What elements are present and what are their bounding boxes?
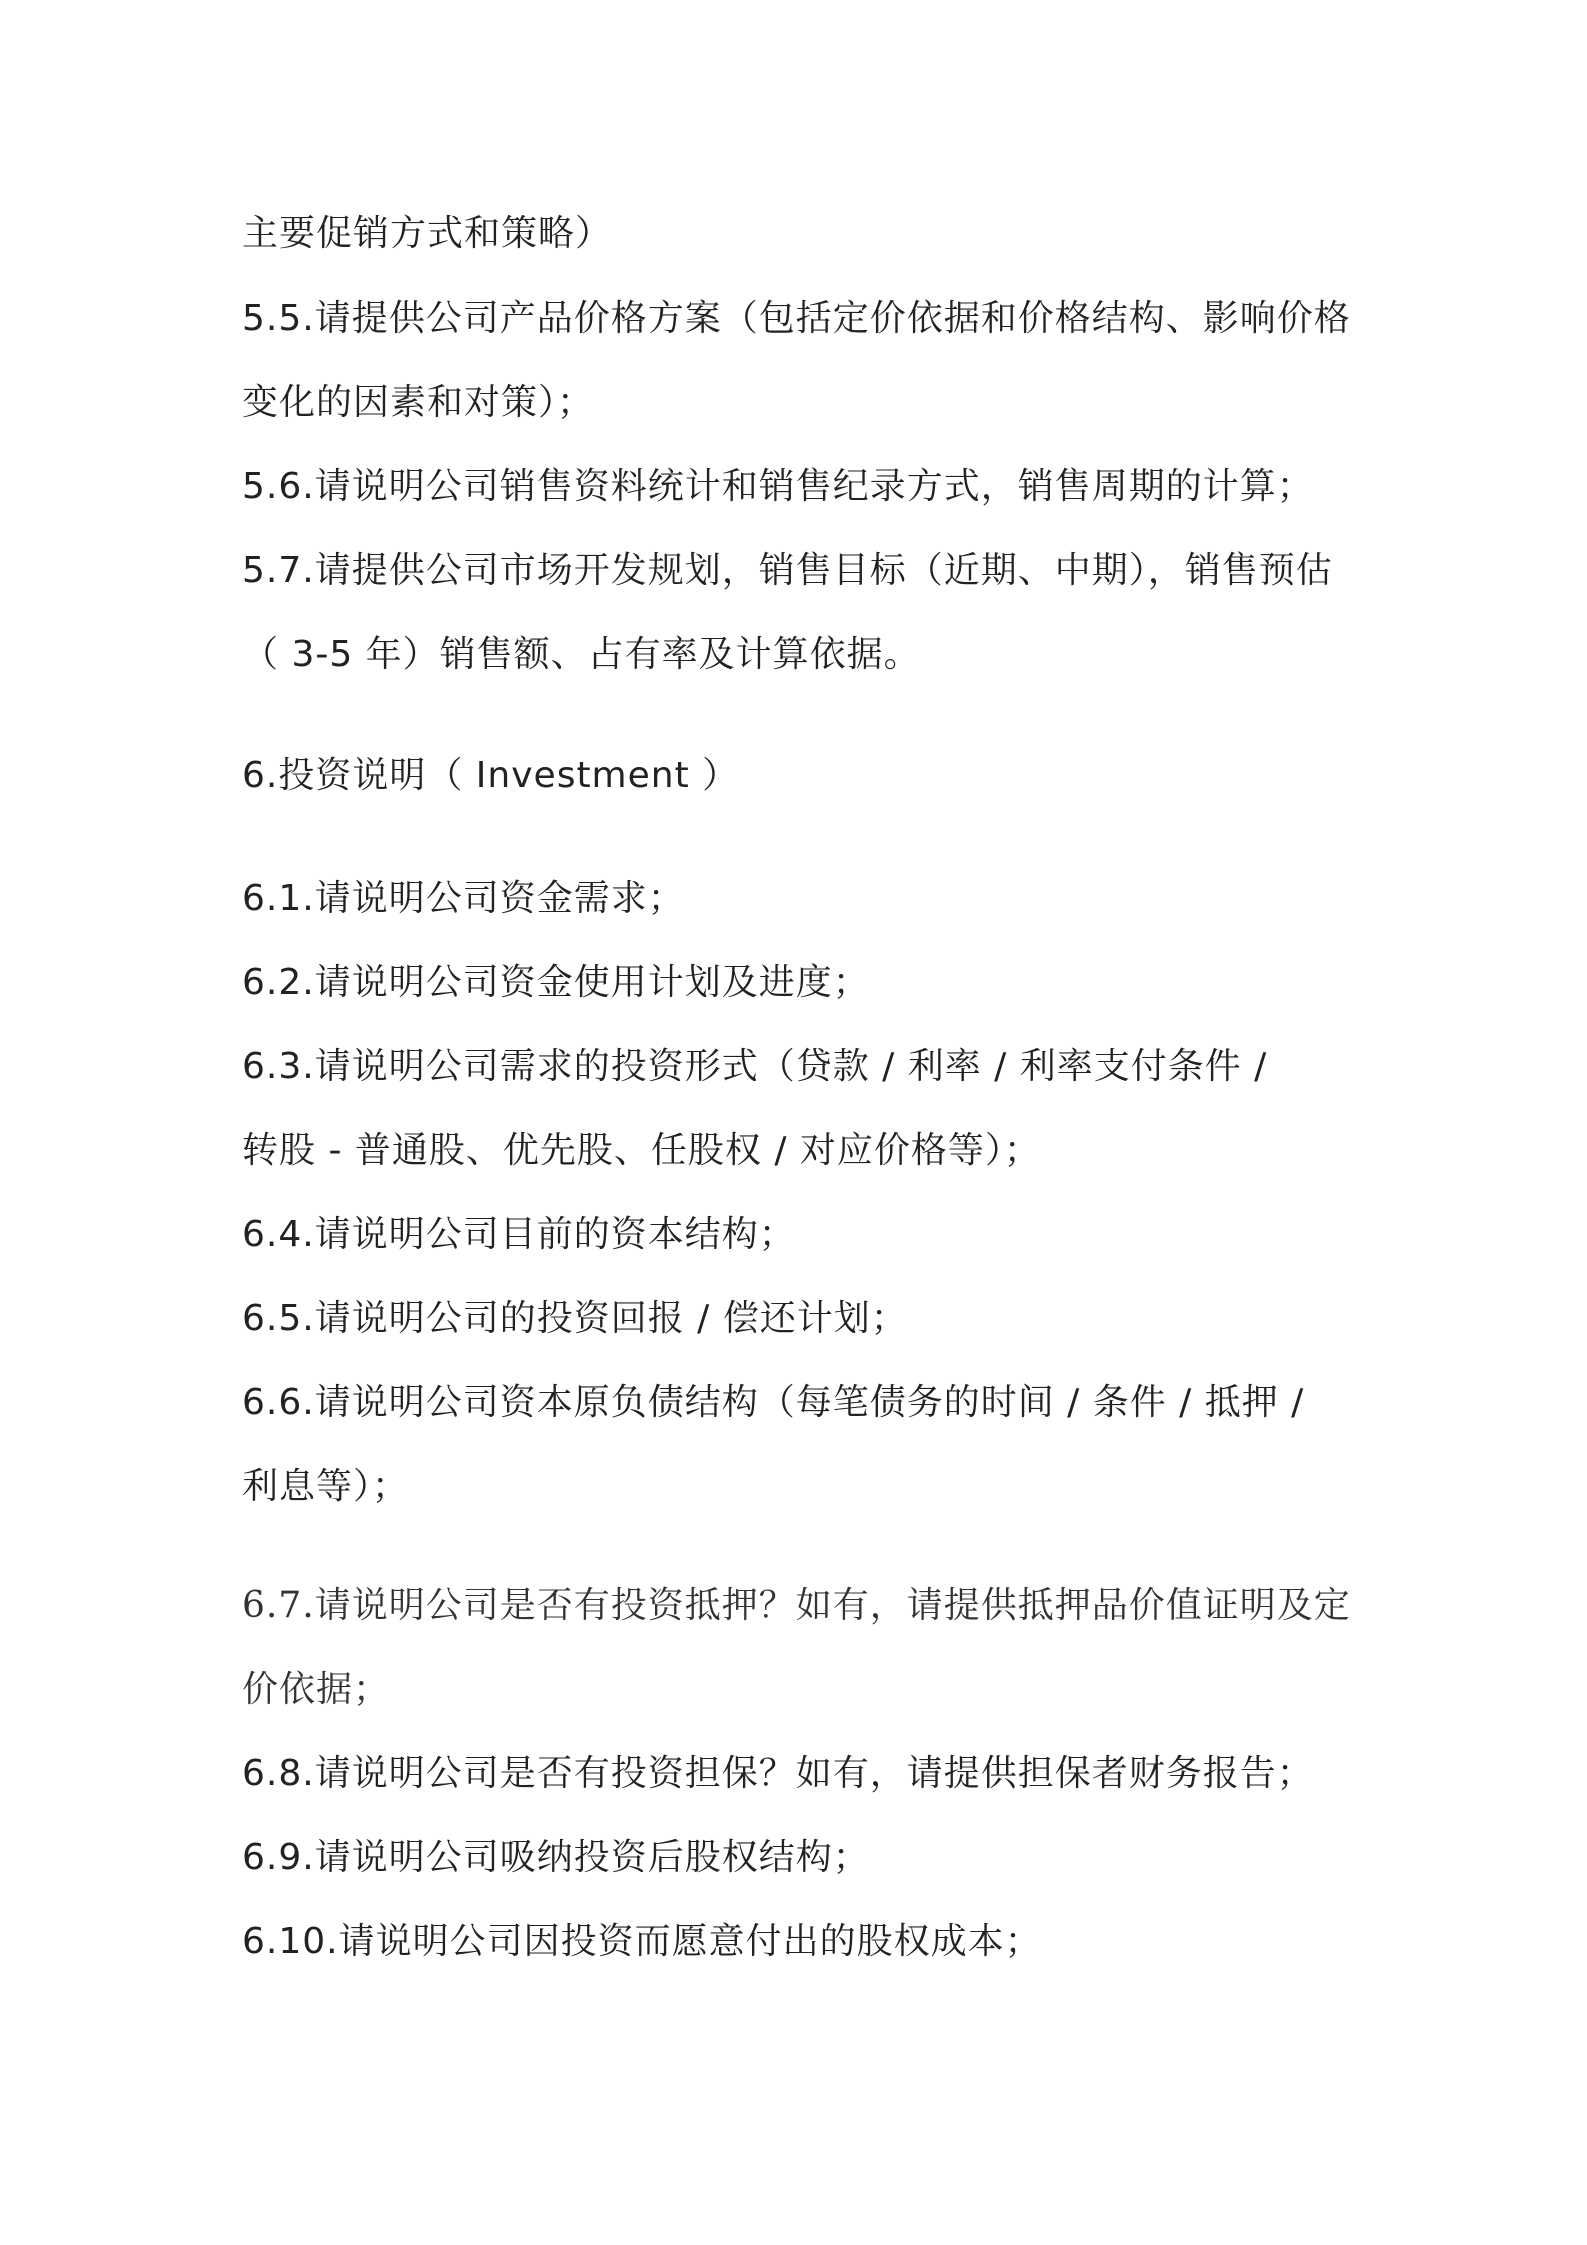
line-text: 变化的因素和对策）； [242,382,595,423]
item-6-9 [242,1834,1362,1882]
line-text: （ 3-5 年）销售额、占有率及计算依据。 [242,634,921,675]
line-text: 请说明公司资金使用计划及进度； [314,962,870,1003]
item-6-7-cont [242,1666,1362,1714]
item-6-5 [242,1295,1362,1343]
item-6-10 [242,1918,1362,1966]
item-5-6 [242,463,1362,511]
item-6-6 [242,1379,1362,1427]
line-text: 请提供公司市场开发规划，销售目标（近期、中期），销售预估 [314,550,1333,591]
line-text: 请提供公司产品价格方案（包括定价依据和价格结构、影响价格 [314,298,1351,339]
item-number: 5.5. [242,298,315,339]
item-6-6-cont [242,1463,1362,1511]
section-number: 6. [242,755,279,796]
line-text: 请说明公司资金需求； [314,878,685,919]
item-number: 6.5. [242,1298,315,1339]
line-text: 请说明公司资本原负债结构（每笔债务的时间 / 条件 / 抵押 / [314,1382,1305,1423]
item-number: 6.8. [242,1753,315,1794]
item-number: 6.6. [242,1382,315,1423]
item-6-2 [242,959,1362,1007]
line-text: 请说明公司的投资回报 / 偿还计划； [314,1298,908,1339]
section-title: 投资说明（ Investment ） [278,755,740,796]
item-number: 6.9. [242,1837,315,1878]
item-5-5 [242,295,1362,343]
item-number: 5.7. [242,550,315,591]
item-number: 5.6. [242,466,315,507]
line-text: 利息等）； [242,1466,410,1507]
item-6-3 [242,1043,1362,1091]
item-6-8 [242,1750,1362,1798]
line-text: 请说明公司需求的投资形式（贷款 / 利率 / 利率支付条件 / [314,1046,1268,1087]
text-line-promotion-end [242,210,1362,258]
line-text: 请说明公司因投资而愿意付出的股权成本； [338,1921,1042,1962]
item-number: 6.10. [242,1921,339,1962]
item-5-5-cont [242,379,1362,427]
line-text: 请说明公司是否有投资担保？如有，请提供担保者财务报告； [314,1753,1314,1794]
line-text: 请说明公司销售资料统计和销售纪录方式，销售周期的计算； [314,466,1314,507]
item-6-4 [242,1211,1362,1259]
section-heading-investment [242,752,1362,800]
item-number: 6.4. [242,1214,315,1255]
line-text: 请说明公司目前的资本结构； [314,1214,796,1255]
line-text: 请说明公司吸纳投资后股权结构； [314,1837,870,1878]
item-5-7 [242,547,1362,595]
item-number: 6.2. [242,962,315,1003]
item-6-3-cont [242,1127,1362,1175]
item-number: 6.1. [242,878,315,919]
item-6-7 [242,1582,1362,1630]
line-text: 价依据； [242,1669,391,1710]
line-text: 转股 - 普通股、优先股、任股权 / 对应价格等）； [242,1130,1041,1171]
item-6-1 [242,875,1362,923]
item-number: 6.3. [242,1046,315,1087]
line-text: 主要促销方式和策略） [242,213,613,254]
item-5-7-cont [242,631,1362,679]
line-text: 6.7.请说明公司是否有投资抵押？如有，请提供抵押品价值证明及定 [242,1585,1351,1626]
